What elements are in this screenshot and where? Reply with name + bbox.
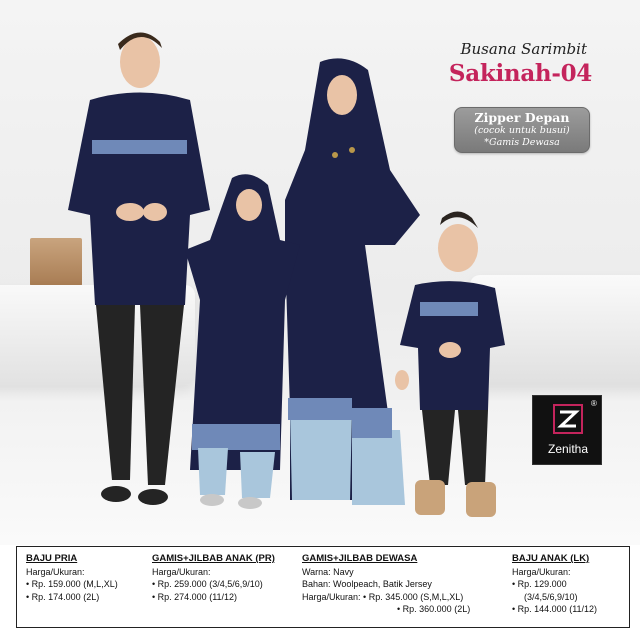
zenitha-logo-mark xyxy=(553,404,583,434)
price-panel xyxy=(16,546,630,628)
price-column-anak-lk xyxy=(512,553,627,616)
badge-line-2: (cocok untuk busui) xyxy=(474,125,570,136)
dewasa-price-2: • Rp. 360.000 (2L) xyxy=(397,604,471,615)
dewasa-heading: GAMIS+JILBAB DEWASA xyxy=(302,553,418,564)
dewasa-bahan: Bahan: Woolpeach, Batik Jersey xyxy=(302,579,432,590)
anak-pr-label: Harga/Ukuran: xyxy=(152,566,211,577)
dewasa-warna: Warna: Navy xyxy=(302,566,354,577)
anak-pr-price-1: • Rp. 259.000 (3/4,5/6,9/10) xyxy=(152,579,263,590)
dewasa-price-row-1 xyxy=(302,591,507,604)
anak-lk-heading: BAJU ANAK (LK) xyxy=(512,553,590,564)
pria-price-2: • Rp. 174.000 (2L) xyxy=(26,591,100,602)
anak-pr-price-2: • Rp. 274.000 (11/12) xyxy=(152,591,238,602)
anak-lk-label: Harga/Ukuran: xyxy=(512,566,571,577)
dewasa-label: Harga/Ukuran: xyxy=(302,591,361,602)
pria-price-1: • Rp. 159.000 (M,L,XL) xyxy=(26,579,118,590)
price-column-dewasa xyxy=(302,553,507,616)
brand-name: Zenitha xyxy=(547,442,589,456)
boy-model xyxy=(395,212,505,518)
girl-model xyxy=(185,174,300,509)
woman-model xyxy=(285,58,420,505)
anak-lk-sizes-1: (3/4,5/6,9/10) xyxy=(524,591,578,602)
collection-title: Busana Sarimbit xyxy=(460,40,587,58)
anak-lk-price-1: • Rp. 129.000 xyxy=(512,579,567,590)
badge-line-1: Zipper Depan xyxy=(474,110,570,125)
registered-mark: ® xyxy=(591,399,597,408)
feature-badge xyxy=(454,107,590,153)
price-column-anak-pr xyxy=(152,553,292,603)
anak-pr-heading: GAMIS+JILBAB ANAK (PR) xyxy=(152,553,275,564)
brand-logo xyxy=(532,395,602,465)
badge-line-3: *Gamis Dewasa xyxy=(484,137,560,148)
product-name: Sakinah-04 xyxy=(448,60,592,87)
dewasa-price-1: • Rp. 345.000 (S,M,L,XL) xyxy=(363,591,464,602)
pria-heading: BAJU PRIA xyxy=(26,553,78,564)
man-model xyxy=(68,32,210,505)
pria-label: Harga/Ukuran: xyxy=(26,566,85,577)
price-column-pria xyxy=(26,553,151,603)
anak-lk-price-2: • Rp. 144.000 (11/12) xyxy=(512,604,598,615)
